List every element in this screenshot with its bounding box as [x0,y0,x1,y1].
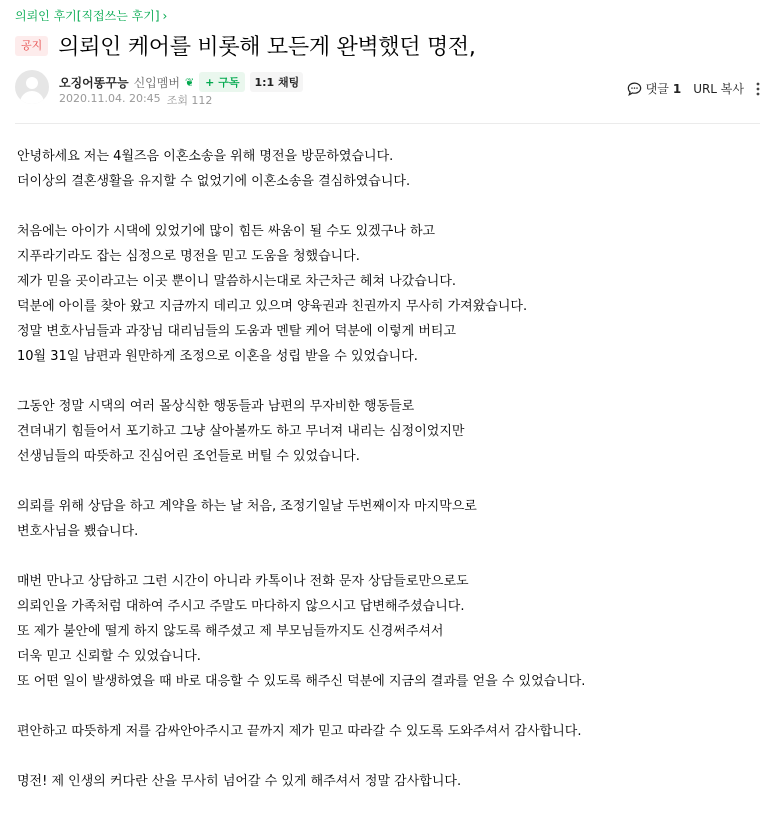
body-paragraph: 매번 만나고 상담하고 그런 시간이 아니라 카톡이나 전화 문자 상담들로만으로도 [17,574,469,589]
body-paragraph: 명전! 제 인생의 커다란 산을 무사히 넘어갈 수 있게 해주셔서 정말 감사합니다. [17,774,462,789]
body-paragraph: 지푸라기라도 잡는 심정으로 명전을 믿고 도움을 청했습니다. [17,249,360,264]
post-date: 2020.11.04. 20:45 [59,92,161,105]
avatar-body-shape [20,91,44,104]
body-paragraph: 의뢰인을 가족처럼 대하여 주시고 주말도 마다하지 않으시고 답변해주셨습니다. [17,599,465,614]
author-nickname[interactable]: 오징어똥꾸능 [59,75,129,90]
author-row [15,70,760,110]
chevron-right-icon: › [162,8,168,23]
body-paragraph: 선생님들의 따뜻하고 진심어린 조언들로 버틸 수 있었습니다. [17,449,360,464]
blank-line [17,744,752,769]
body-paragraph: 또 어떤 일이 발생하였을 때 바로 대응할 수 있도록 해주신 덕분에 지금의 결과를 얻을 수 있었습니다. [17,674,586,689]
body-paragraph: 안녕하세요 저는 4월즈음 이혼소송을 위해 명전을 방문하였습니다. [17,149,394,164]
view-count: 조회 112 [166,94,213,107]
blank-line [17,694,752,719]
title-row [15,30,476,61]
body-paragraph: 더욱 믿고 신뢰할 수 있었습니다. [17,649,201,664]
blank-line [17,369,752,394]
blank-line [17,544,752,569]
comment-count: 1 [672,81,682,96]
comment-icon [627,82,642,96]
avatar[interactable] [15,70,49,104]
notice-badge: 공지 [15,36,48,56]
body-paragraph: 의뢰를 위해 상담을 하고 계약을 하는 날 처음, 조정기일날 두번째이자 마지막으로 [17,499,477,514]
body-paragraph: 편안하고 따뜻하게 저를 감싸안아주시고 끝까지 제가 믿고 따라갈 수 있도록 도와주셔서 감사합니다. [17,724,582,739]
comment-button[interactable] [627,80,682,97]
blank-line [17,194,752,219]
vertical-dots-icon[interactable] [756,82,760,96]
post-meta [59,92,212,108]
body-paragraph: 더이상의 결혼생활을 유지할 수 없었기에 이혼소송을 결심하였습니다. [17,174,411,189]
author-line [59,72,303,92]
body-paragraph: 견뎌내기 힘들어서 포기하고 그냥 살아볼까도 하고 무너져 내리는 심정이었지만 [17,424,465,439]
post-title: 의뢰인 케어를 비롯해 모든게 완벽했던 명전, [58,35,476,60]
member-grade: 신입멤버 [133,75,180,90]
post-tools [627,80,760,97]
post-content [17,144,752,794]
board-link[interactable] [15,7,167,24]
body-paragraph: 또 제가 불안에 떨게 하지 않도록 해주셨고 제 부모님들까지도 신경써주셔서 [17,624,444,639]
body-paragraph: 변호사님을 뵀습니다. [17,524,139,539]
subscribe-button[interactable]: + 구독 [199,72,245,92]
blank-line [17,469,752,494]
body-paragraph: 제가 믿을 곳이라고는 이곳 뿐이니 말씀하시는대로 차근차근 헤쳐 나갔습니다. [17,274,457,289]
comment-label: 댓글 [645,82,669,96]
body-paragraph: 처음에는 아이가 시댁에 있었기에 많이 힘든 싸움이 될 수도 있겠구나 하고 [17,224,436,239]
avatar-head-shape [26,77,38,89]
body-paragraph: 그동안 정말 시댁의 여러 몰상식한 행동들과 남편의 무자비한 행동들로 [17,399,415,414]
body-paragraph: 정말 변호사님들과 과장님 대리님들의 도움과 멘탈 케어 덕분에 이렇게 버티고 [17,324,457,339]
chat-button[interactable]: 1:1 채팅 [250,72,303,92]
sprout-icon: ❦ [184,75,195,89]
board-name[interactable]: 의뢰인 후기[직접쓰는 후기] [15,9,160,23]
body-paragraph: 덕분에 아이를 찾아 왔고 지금까지 데리고 있으며 양육권과 친권까지 무사히 가져왔습니다. [17,299,528,314]
body-paragraph: 10월 31일 남편과 원만하게 조정으로 이혼을 성립 받을 수 있었습니다. [17,349,418,364]
url-copy-button[interactable]: URL 복사 [693,82,744,96]
header-divider [15,123,760,124]
